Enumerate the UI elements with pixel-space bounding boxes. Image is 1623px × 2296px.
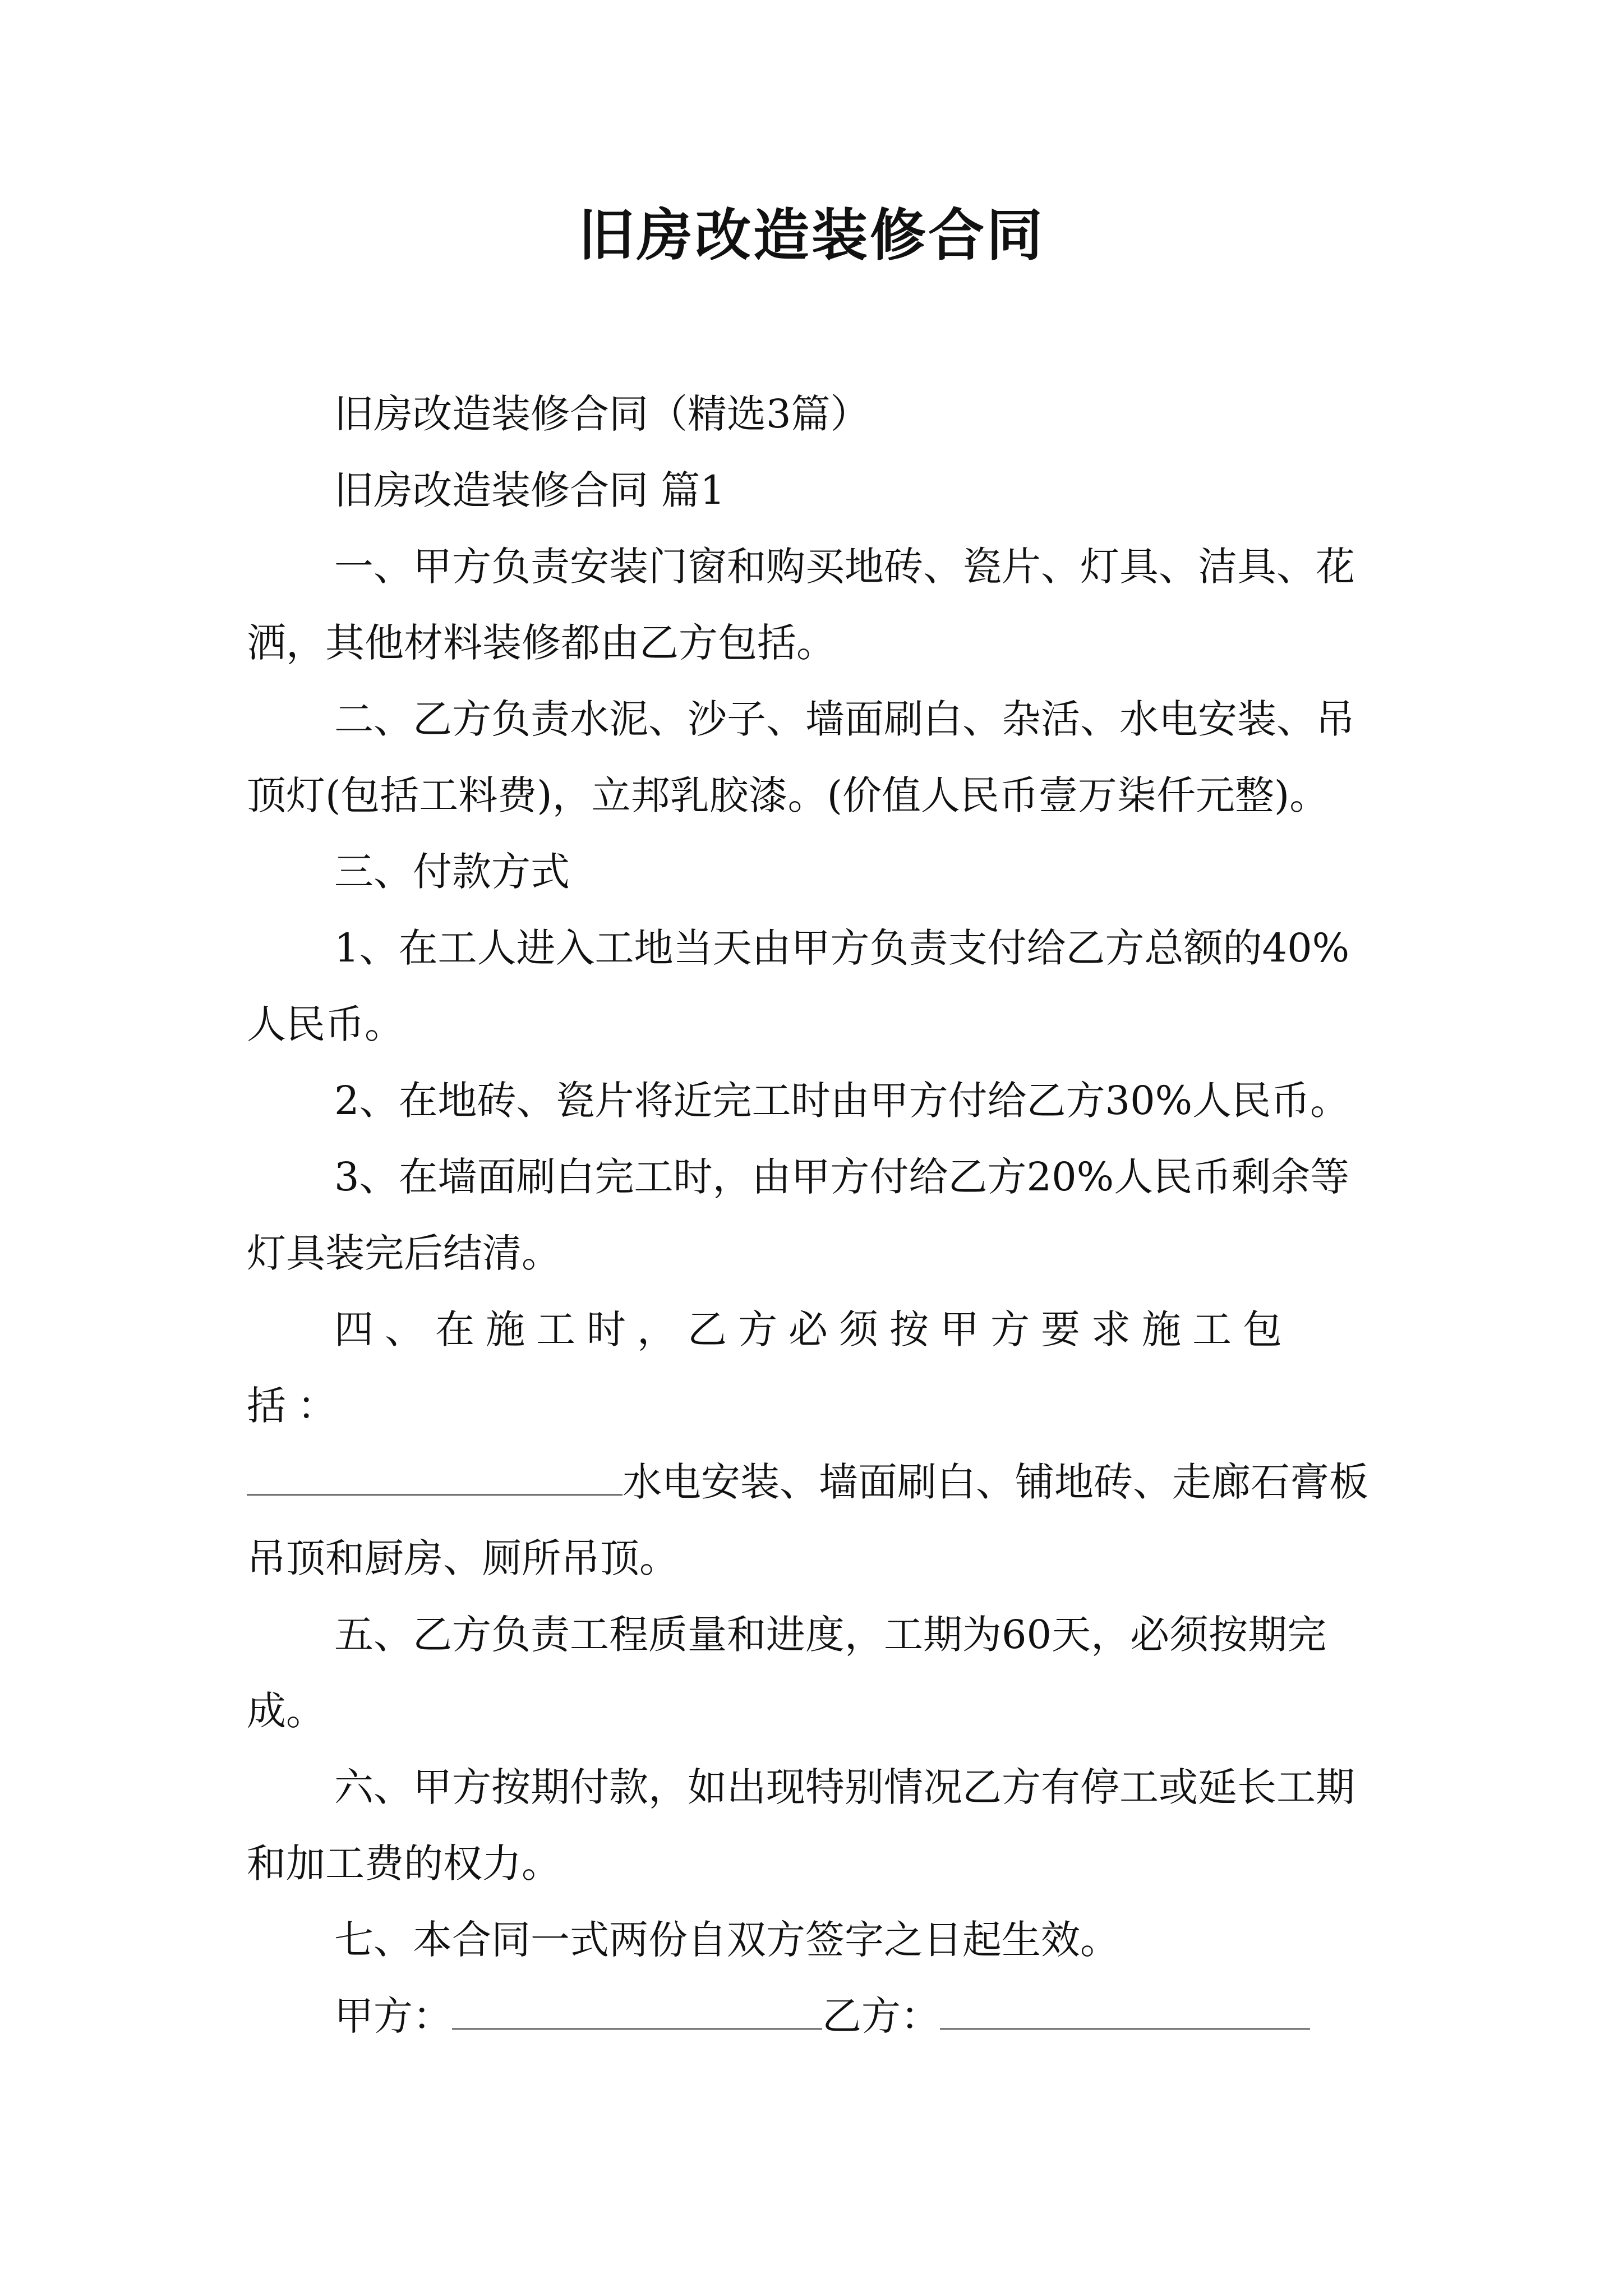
clause-1: 一、甲方负责安装门窗和购买地砖、瓷片、灯具、洁具、花洒，其他材料装修都由乙方包括。 (247, 544, 1355, 666)
payment-item-2: 2、在地砖、瓷片将近完工时由甲方付给乙方30%人民币。 (334, 1078, 1350, 1124)
document-body (247, 376, 1385, 2054)
clause-3-heading: 三、付款方式 (334, 849, 570, 895)
payment-item-1: 1、在工人进入工地当天由甲方负责支付给乙方总额的40%人民币。 (247, 925, 1350, 1047)
clause-5: 五、乙方负责工程质量和进度，工期为60天，必须按期完成。 (247, 1612, 1327, 1734)
party-a-signature-blank[interactable] (452, 1989, 822, 2030)
clause-6: 六、甲方按期付款，如出现特别情况乙方有停工或延长工期和加工费的权力。 (247, 1764, 1355, 1887)
clause-4-items: 水电安装、墙面刷白、铺地砖、走廊石膏板吊顶和厨房、厕所吊顶。 (247, 1459, 1368, 1581)
fill-in-blank-line[interactable] (247, 1455, 623, 1496)
party-b-signature-blank[interactable] (940, 1989, 1310, 2030)
section-heading: 旧房改造装修合同 篇1 (334, 467, 725, 513)
party-b-label: 乙方： (822, 1993, 940, 2039)
subtitle: 旧房改造装修合同（精选3篇） (334, 391, 870, 437)
signature-line (247, 1978, 1385, 2054)
clause-4-intro: 四、在施工时，乙方必须按甲方要求施工包括： (247, 1306, 1293, 1429)
party-a-label: 甲方： (334, 1993, 452, 2039)
clause-7: 七、本合同一式两份自双方签字之日起生效。 (334, 1917, 1119, 1963)
payment-item-3: 3、在墙面刷白完工时，由甲方付给乙方20%人民币剩余等灯具装完后结清。 (247, 1154, 1350, 1276)
document-title: 旧房改造装修合同 (578, 203, 1045, 268)
clause-4-continued (247, 1444, 1385, 1596)
clause-4 (247, 1291, 1385, 1444)
clause-2: 二、乙方负责水泥、沙子、墙面刷白、杂活、水电安装、吊顶灯(包括工料费)，立邦乳胶漆。(价值人民币壹万柒仟元整)。 (247, 696, 1355, 818)
